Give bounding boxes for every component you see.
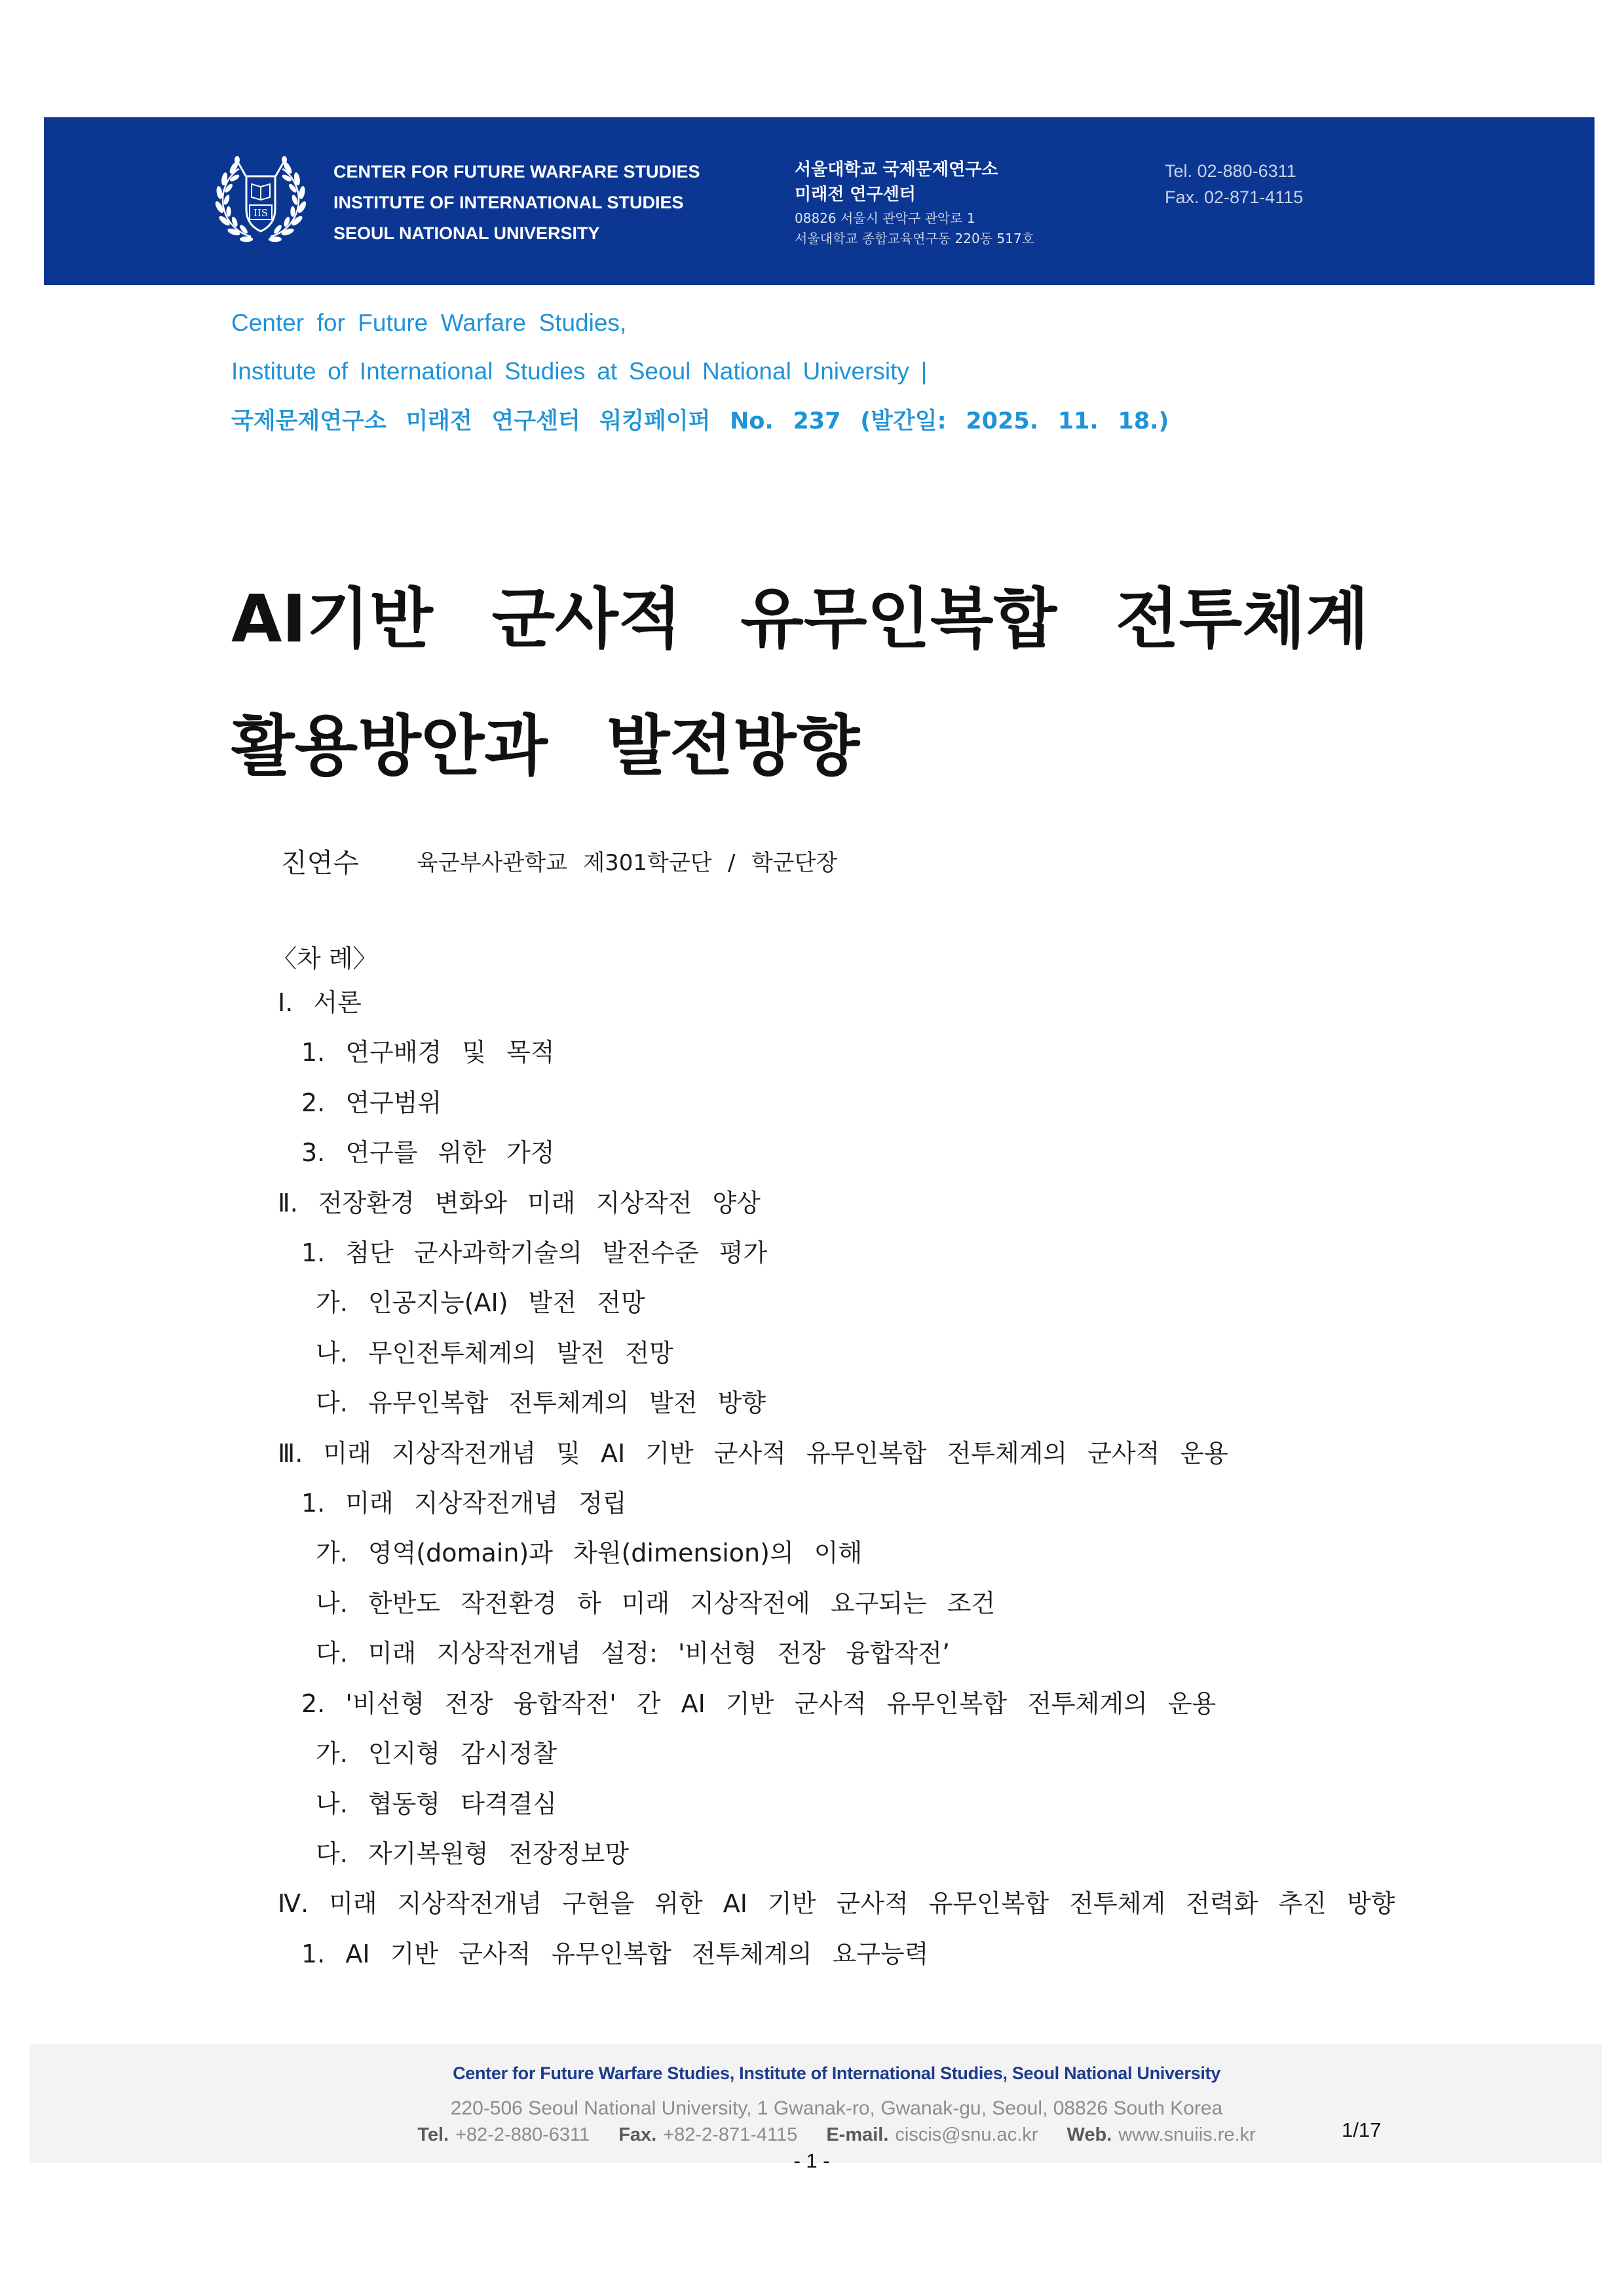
toc-section: 1. 연구배경 및 목적 (301, 1038, 555, 1067)
laurel-leaf (229, 173, 240, 182)
footer-contact (280, 2122, 1393, 2148)
toc-section: 2. '비선형 전장 융합작전' 간 AI 기반 군사적 유무인복합 전투체계의 운용 (301, 1689, 1217, 1718)
header-band (44, 117, 1595, 285)
center-name-korean: 미래전 연구센터 (795, 185, 916, 204)
footer-web-link[interactable]: www.snuiis.re.kr (1118, 2124, 1256, 2145)
page-title-line-1: AI기반 군사적 유무인복합 전투체계 (231, 581, 1369, 657)
author-affiliation: 육군부사관학교 제301학군단 / 학군단장 (417, 850, 838, 876)
institute-logo (208, 147, 313, 252)
toc-subsection: 다. 유무인복합 전투체계의 발전 방향 (316, 1388, 766, 1418)
series-institute-name: Institute of International Studies at Seoul National University | (231, 358, 928, 385)
toc-section: 1. 첨단 군사과학기술의 발전수준 평가 (301, 1238, 768, 1268)
address-line-1: 08826 서울시 관악구 관악로 1 (795, 210, 975, 226)
footer-email-label: E-mail. (826, 2124, 889, 2145)
laurel-leaf (227, 227, 241, 237)
toc-subsection: 나. 무인전투체계의 발전 전망 (316, 1338, 673, 1368)
toc-subsection: 가. 인지형 감시정찰 (316, 1739, 557, 1769)
footer-tel-label: Tel. (417, 2124, 449, 2145)
table-of-contents (278, 978, 1395, 1979)
logo-lettering: IIS (253, 207, 269, 219)
toc-section: 1. AI 기반 군사적 유무인복합 전투체계의 요구능력 (301, 1939, 929, 1968)
shield-icon (246, 176, 275, 231)
toc-section: 2. 연구범위 (301, 1088, 442, 1117)
series-center-name: Center for Future Warfare Studies, (231, 309, 627, 336)
toc-chapter: Ⅱ. 전장환경 변화와 미래 지상작전 양상 (278, 1188, 761, 1217)
footer-web-label: Web. (1067, 2124, 1112, 2145)
toc-subsection: 다. 미래 지상작전개념 설정: '비선형 전장 융합작전’ (316, 1639, 951, 1668)
org-name-english (333, 157, 700, 249)
laurel-leaf (227, 206, 231, 217)
laurel-leaf (240, 237, 253, 242)
toc-section: 1. 미래 지상작전개념 정립 (301, 1489, 627, 1518)
org-line-university: SEOUL NATIONAL UNIVERSITY (333, 223, 600, 243)
footer-email-link[interactable]: ciscis@snu.ac.kr (895, 2124, 1038, 2145)
page-number: - 1 - (793, 2149, 830, 2172)
address-line-2: 서울대학교 종합교육연구동 220동 517호 (795, 231, 1034, 246)
header-fax: Fax. 02-871-4115 (1165, 187, 1304, 207)
toc-chapter: Ⅰ. 서론 (278, 988, 362, 1017)
toc-subsection: 나. 협동형 타격결심 (316, 1789, 557, 1818)
toc-subsection: 다. 자기복원형 전장정보망 (316, 1839, 630, 1868)
page-title-line-2: 활용방안과 발전방향 (231, 708, 860, 784)
org-name-korean: 서울대학교 국제문제연구소 (795, 160, 998, 180)
toc-heading: 〈차 례〉 (272, 944, 378, 973)
footer-address: 220-506 Seoul National University, 1 Gwanak-ro, Gwanak-gu, Seoul, 08826 South Korea (450, 2097, 1223, 2119)
toc-subsection: 나. 한반도 작전환경 하 미래 지상작전에 요구되는 조건 (316, 1588, 996, 1618)
toc-chapter: Ⅳ. 미래 지상작전개념 구현을 위한 AI 기반 군사적 유무인복합 전투체계 전력화 추진 방향 (278, 1889, 1395, 1919)
footer-fax: +82-2-871-4115 (663, 2124, 798, 2145)
org-line-institute: INSTITUTE OF INTERNATIONAL STUDIES (333, 193, 684, 212)
toc-section: 3. 연구를 위한 가정 (301, 1138, 555, 1168)
org-line-center: CENTER FOR FUTURE WARFARE STUDIES (333, 162, 700, 182)
author-name: 진연수 (281, 847, 359, 879)
toc-subsection: 가. 인공지능(AI) 발전 전망 (316, 1288, 645, 1318)
header-tel: Tel. 02-880-6311 (1165, 161, 1296, 181)
toc-chapter: Ⅲ. 미래 지상작전개념 및 AI 기반 군사적 유무인복합 전투체계의 군사적 운용 (278, 1438, 1228, 1468)
laurel-leaf (223, 194, 231, 205)
footer-organization: Center for Future Warfare Studies, Institute of International Studies, Seoul National University (453, 2063, 1220, 2083)
footer-fax-label: Fax. (618, 2124, 657, 2145)
page-count: 1/17 (1342, 2118, 1382, 2141)
toc-subsection: 가. 영역(domain)과 차원(dimension)의 이해 (316, 1539, 863, 1568)
footer-tel: +82-2-880-6311 (455, 2124, 590, 2145)
series-working-paper-number: 국제문제연구소 미래전 연구센터 워킹페이퍼 No. 237 (발간일: 2025. 11. 18.) (231, 408, 1169, 434)
